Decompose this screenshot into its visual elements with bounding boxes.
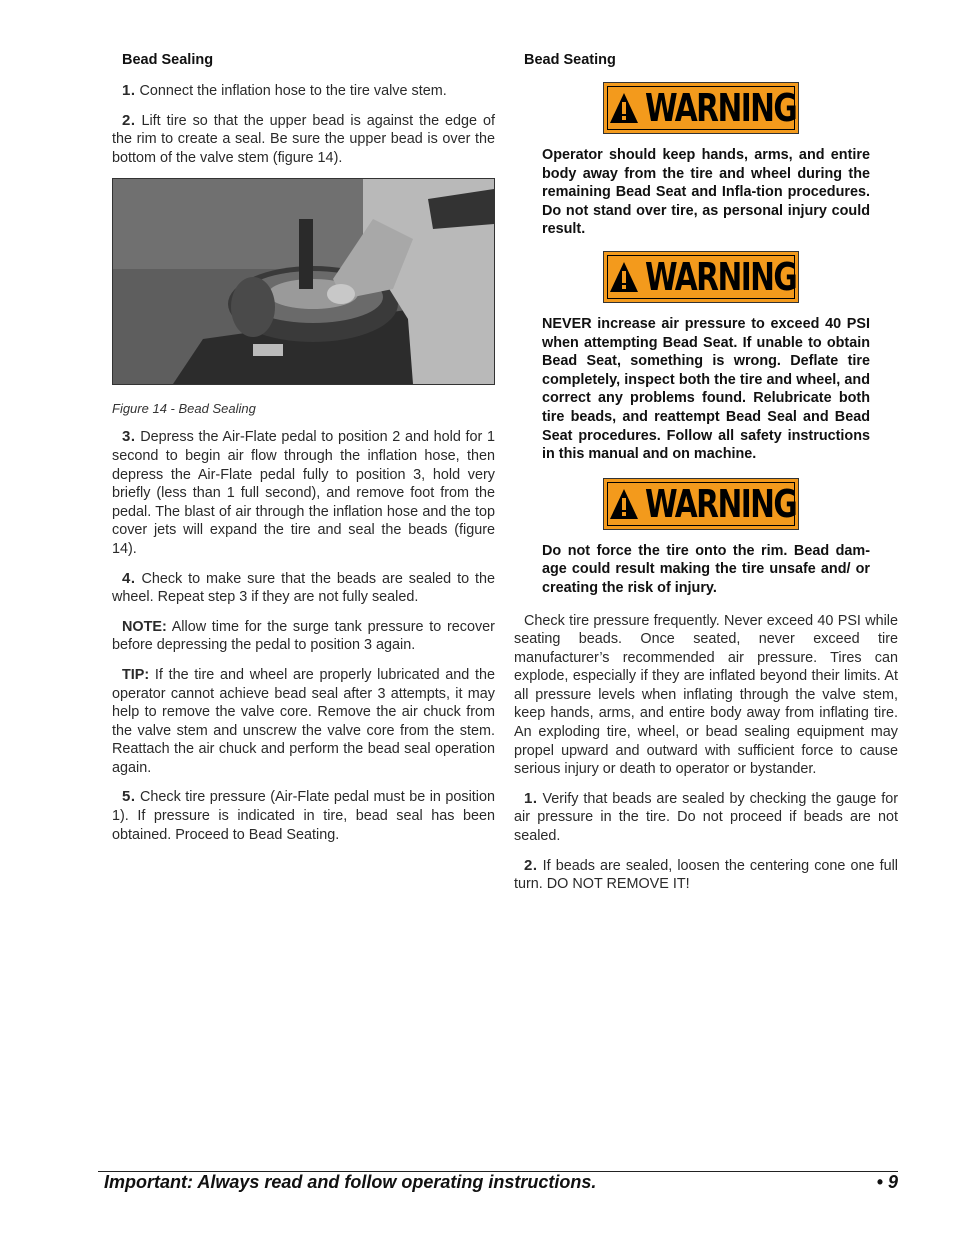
warning-banner-1	[504, 82, 898, 134]
warning-text-1: Operator should keep hands, arms, and entire body away from the tire and wheel during the remaining Bead Seat and Infla-tion procedures. Do not stand over tire, as personal injury could result.	[542, 147, 870, 238]
warning-triangle-icon	[609, 488, 639, 520]
warning-triangle-icon	[609, 261, 639, 293]
step-4	[112, 570, 495, 607]
right-column	[514, 52, 898, 905]
section-heading-bead-sealing: Bead Sealing	[122, 52, 214, 68]
note-paragraph	[112, 618, 495, 655]
warning-banner-3	[504, 478, 898, 530]
step-number: 2.	[524, 856, 538, 874]
bead-sealing-photo-illustration	[113, 179, 494, 384]
figure-caption: Figure 14 - Bead Sealing	[112, 401, 256, 417]
warning-sign	[603, 478, 799, 530]
step-text: Depress the Air-Flate pedal to position 2 and hold for 1 second to begin air flow through the inflation hose, then depress the Air-Flate pedal fully to position 3, hold very briefly (less than 1 full second), and remove foot from the pedal. The blast of air through the inflation hose and the top cover jets will expand the tire and seal the beads (figure 14).	[112, 429, 496, 557]
step-2	[112, 112, 495, 168]
warning-word: WARNING	[645, 481, 797, 526]
tip-label: TIP:	[122, 666, 150, 683]
page-number: • 9	[876, 1172, 898, 1192]
footer-text: Important: Always read and follow operating instructions.	[104, 1172, 597, 1192]
step-number: 1.	[524, 789, 538, 807]
step-text: Connect the inflation hose to the tire valve stem.	[139, 83, 447, 99]
step-number: 1.	[122, 82, 136, 99]
step-number: 5.	[122, 788, 136, 806]
warning-word: WARNING	[645, 254, 797, 299]
warning-text-2: NEVER increase air pressure to exceed 40 PSI when attempting Bead Seat. If unable to obtain Bead Seat, something is wrong. Deflate tire completely, inspect both the tire and wheel, and correct any problems found. Relubricate both tire beads, and reattempt Bead Seal and Bead Seat procedures. Follow all safety instructions in this manual and on machine.	[542, 315, 870, 463]
warning-banner-2	[504, 251, 898, 303]
warning-sign	[603, 251, 799, 303]
left-column	[112, 52, 495, 855]
note-label: NOTE:	[122, 618, 167, 635]
section-heading-bead-seating: Bead Seating	[524, 52, 616, 68]
tip-text: If the tire and wheel are properly lubricated and the operator cannot achieve bead seal after 3 attempts, it may help to remove the valve core. Remove the air chuck from the valve stem and unscrew the valve core from the stem. Reattach the air chuck and perform the bead seal operation again.	[112, 666, 495, 776]
warning-sign	[603, 82, 799, 134]
step-3	[112, 428, 495, 558]
step-text: Lift tire so that the upper bead is against the edge of the rim to create a seal. Be sure the upper bead is over the bottom of the valve stem (figure 14).	[112, 112, 496, 166]
step-number: 2.	[122, 111, 136, 129]
step-text: Verify that beads are sealed by checking the gauge for air pressure in the tire. Do not proceed if beads are not sealed.	[514, 790, 899, 845]
step-number: 4.	[122, 569, 136, 587]
step-1	[112, 82, 495, 101]
pressure-paragraph: Check tire pressure frequently. Never exceed 40 PSI while seating beads. Once seated, never exceed tire manufacturer’s recommended air pressure. Tires can explode, especially if they are inflated beyond their limits. At all pressure levels when inflating through the valve stem, keep hands, arms, and entire body away from inflating tire. An exploding tire, wheel, or bead sealing equipment may propel upward and outward with sufficient force to cause serious injury or death to operator or bystander.	[514, 612, 898, 778]
tip-paragraph	[112, 666, 495, 778]
page-footer	[104, 1172, 898, 1193]
step-text: Check tire pressure (Air-Flate pedal must be in position 1). If pressure is indicated in tire, bead seal has been obtained. Proceed to Bead Seating.	[112, 789, 495, 843]
warning-word: WARNING	[645, 86, 797, 130]
figure-14-photo	[112, 178, 495, 385]
seat-step-1	[514, 790, 898, 846]
warning-text-3: Do not force the tire onto the rim. Bead dam-age could result making the tire unsafe and/ or creating the risk of injury.	[542, 542, 870, 596]
note-text: Allow time for the surge tank pressure to recover before depressing the pedal to position 3 again.	[112, 618, 495, 654]
step-text: Check to make sure that the beads are sealed to the wheel. Repeat step 3 if they are not fully sealed.	[112, 570, 495, 606]
seat-step-2	[514, 857, 898, 894]
warning-triangle-icon	[609, 92, 639, 124]
step-5	[112, 788, 495, 844]
step-number: 3.	[122, 428, 136, 446]
step-text: If beads are sealed, loosen the centering cone one full turn. DO NOT REMOVE IT!	[514, 857, 898, 893]
